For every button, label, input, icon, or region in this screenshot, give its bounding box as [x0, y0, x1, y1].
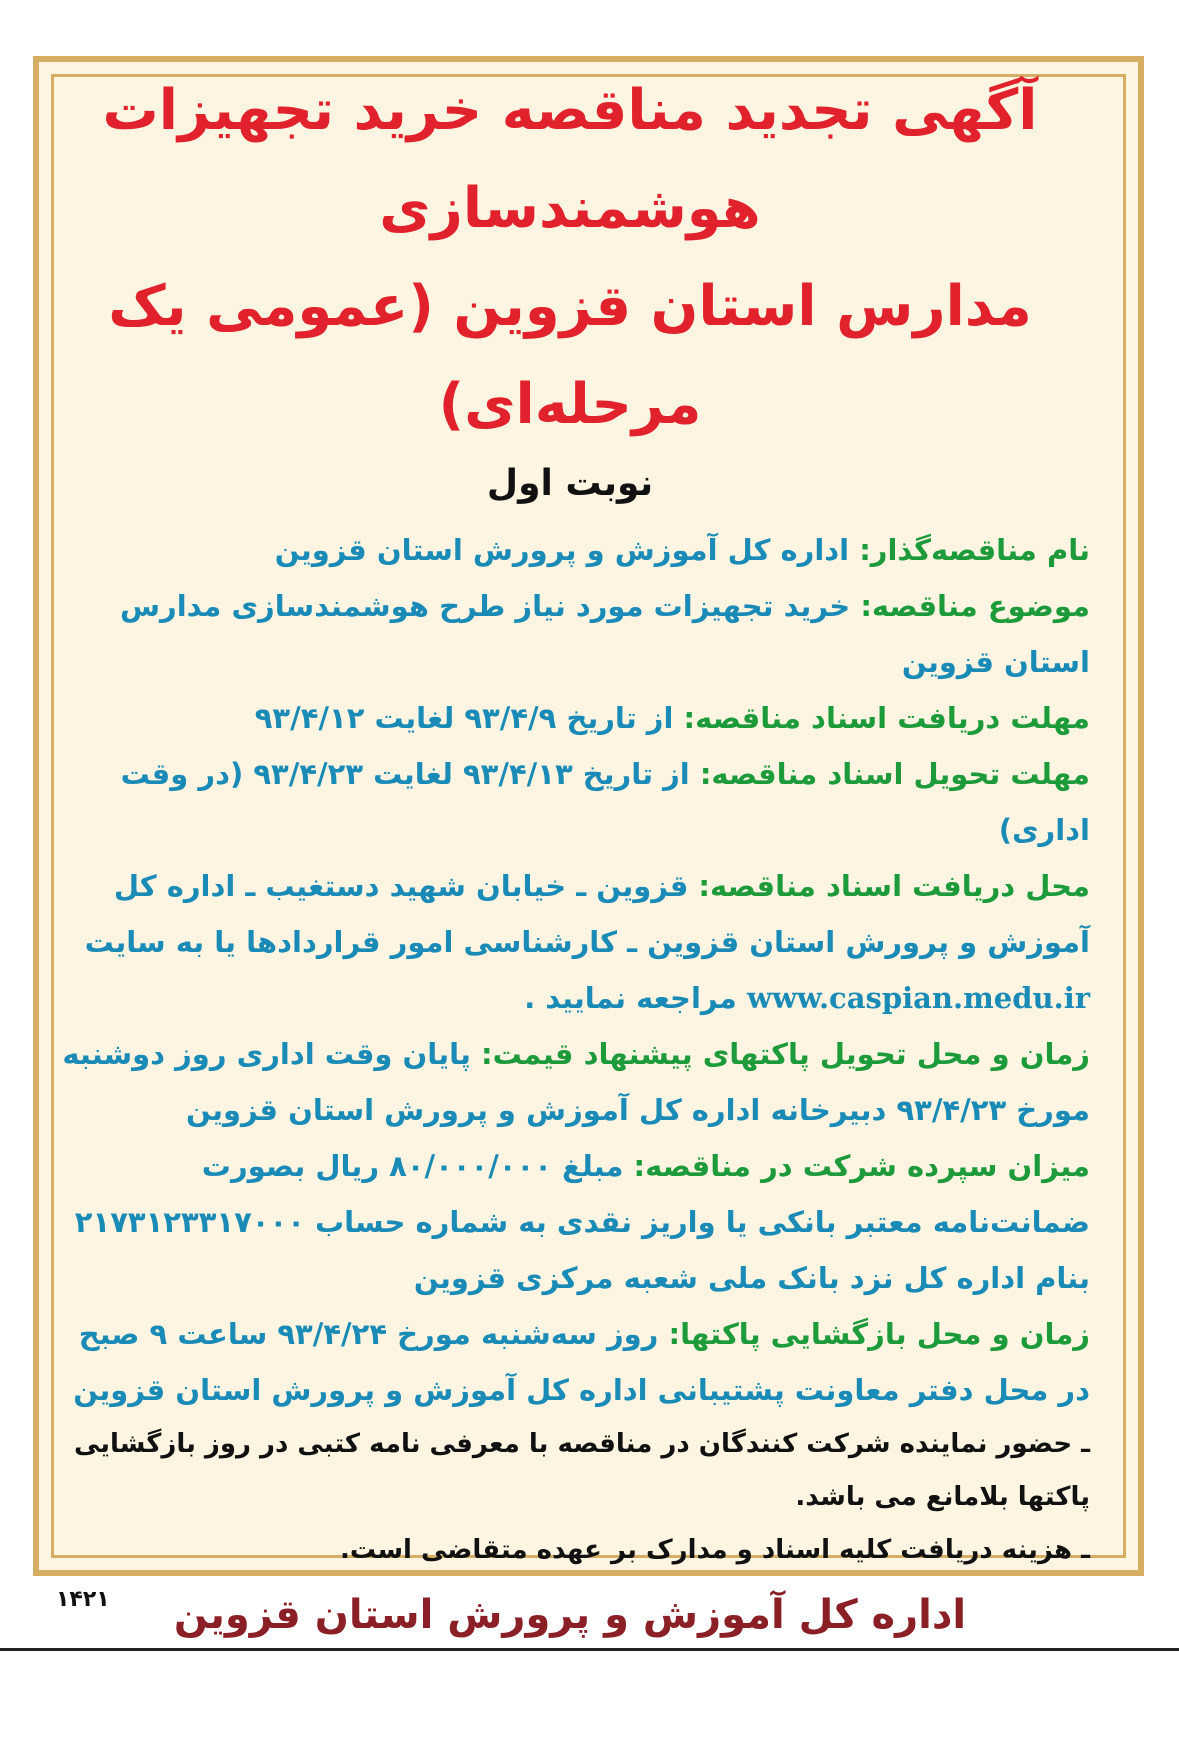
notice-title-line2: مدارس استان قزوین (عمومی یک مرحله‌ای): [108, 274, 1032, 437]
notice-title-line1: آگهی تجدید مناقصه خرید تجهیزات هوشمندسازی: [102, 78, 1038, 241]
documents-receive-deadline: [50, 690, 1090, 746]
item-value: از تاریخ ۹۳/۴/۱۳ لغایت ۹۳/۴/۲۳ (در وقت اداری): [120, 757, 1090, 847]
notice-code: ۱۴۲۱: [56, 1587, 110, 1612]
tender-subject: [50, 578, 1090, 690]
item-value: پایان وقت اداری روز دوشنبه مورخ ۹۳/۴/۲۳ دبیرخانه اداره کل آموزش و پرورش استان قزوین: [62, 1037, 1090, 1127]
website-link[interactable]: www.caspian.medu.ir: [746, 981, 1090, 1015]
item-label: نام مناقصه‌گذار:: [859, 533, 1090, 567]
documents-delivery-deadline: [50, 746, 1090, 858]
tender-organizer: [50, 522, 1090, 578]
item-value: روز سه‌شنبه مورخ ۹۳/۴/۲۴ ساعت ۹ صبح در محل دفتر معاونت پشتیبانی اداره کل آموزش و پرورش استان قزوین: [73, 1317, 1090, 1407]
item-value: خرید تجهیزات مورد نیاز طرح هوشمندسازی مدارس استان قزوین: [120, 589, 1090, 679]
item-value-tail: مراجعه نمایید .: [524, 981, 747, 1015]
item-label: موضوع مناقصه:: [860, 589, 1090, 623]
item-label: مهلت تحویل اسناد مناقصه:: [699, 757, 1090, 791]
item-value: قزوین ـ خیابان شهید دستغیب ـ اداره کل آموزش و پرورش استان قزوین ـ کارشناسی امور قراردادها یا به سایت: [84, 869, 1090, 959]
bid-delivery-time-location: [50, 1026, 1090, 1138]
notice-footer: [50, 1577, 1090, 1657]
tender-deposit: [50, 1138, 1090, 1306]
documents-receive-location: [50, 858, 1090, 1026]
notice-content: [50, 62, 1090, 1638]
item-label: مهلت دریافت اسناد مناقصه:: [683, 701, 1090, 735]
item-value: از تاریخ ۹۳/۴/۹ لغایت ۹۳/۴/۱۲: [254, 701, 684, 735]
item-value: مبلغ ۸۰/۰۰۰/۰۰۰ ریال بصورت ضمانت‌نامه معتبر بانکی یا واریز نقدی به شماره حساب ۲۱۷۳۱۲۳۳۱۷۰۰۰ بنام اداره کل نزد بانک ملی شعبه مرکزی قزوین: [74, 1149, 1090, 1295]
note-fees: ـ هزینه دریافت کلیه اسناد و مدارک بر عهده متقاضی است.: [340, 1535, 1090, 1565]
signature: اداره کل آموزش و پرورش استان قزوین: [173, 1592, 967, 1638]
page-divider: [0, 1648, 1179, 1651]
item-label: زمان و محل تحویل پاکتهای پیشنهاد قیمت:: [480, 1037, 1090, 1071]
note-representative: ـ حضور نماینده شرکت کنندگان در مناقصه با معرفی نامه کتبی در روز بازگشایی پاکتها بلامانع می باشد.: [73, 1429, 1090, 1512]
bid-opening-time-location: [50, 1306, 1090, 1418]
item-label: محل دریافت اسناد مناقصه:: [698, 869, 1090, 903]
notice-round: نوبت اول: [486, 463, 654, 504]
item-label: زمان و محل بازگشایی پاکتها:: [668, 1317, 1090, 1351]
item-label: میزان سپرده شرکت در مناقصه:: [633, 1149, 1090, 1183]
item-value: اداره کل آموزش و پرورش استان قزوین: [274, 533, 860, 567]
